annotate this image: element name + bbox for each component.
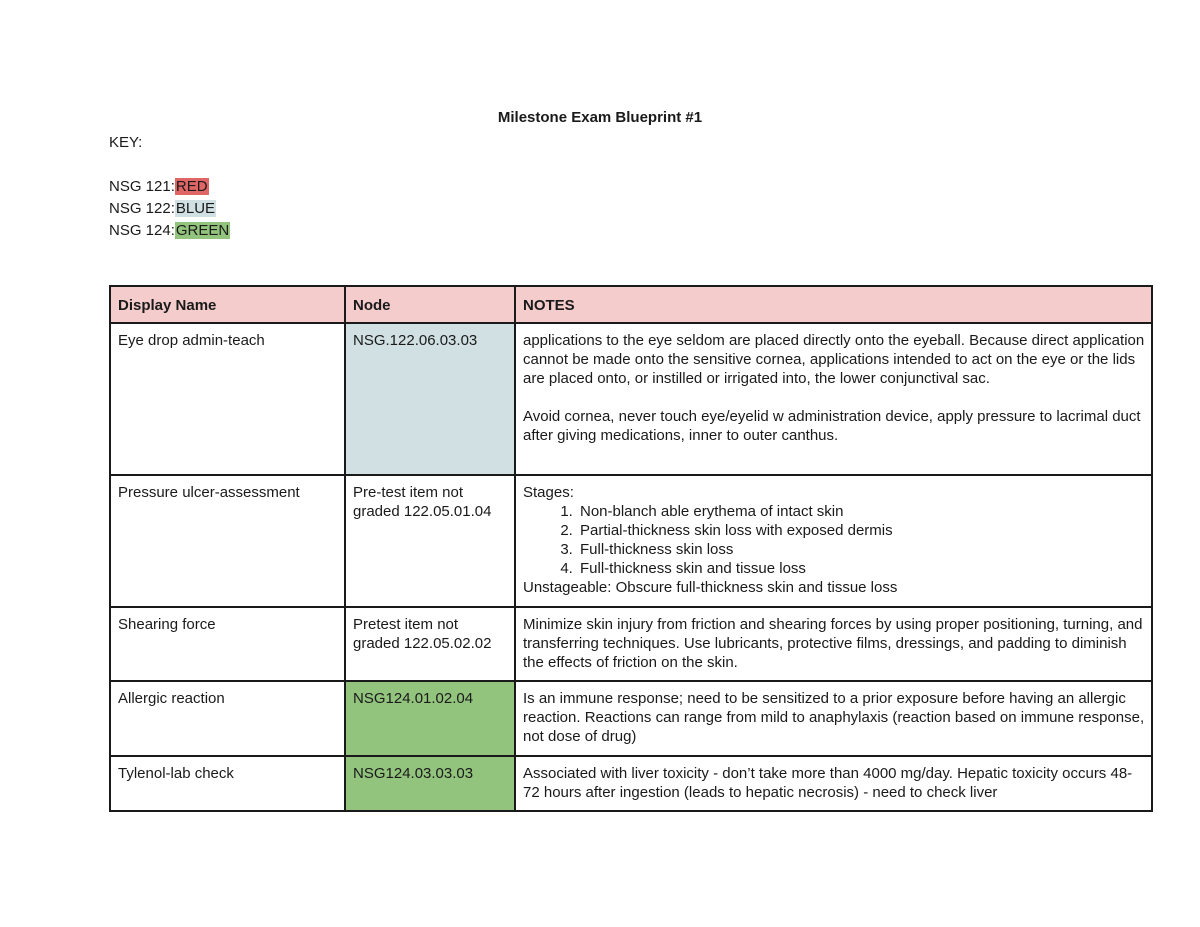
cell-node: NSG124.03.03.03 [345,756,515,811]
cell-notes [515,681,1152,756]
table-row [110,607,1152,681]
stages-list [523,502,1145,578]
notes-paragraph: Avoid cornea, never touch eye/eyelid w administration device, apply pressure to lacrimal duct after giving medications, inner to outer canthus. [523,408,1141,444]
key-entry-nsg-124 [109,220,230,242]
key-course: NSG 122: [109,200,175,217]
cell-notes [515,323,1152,475]
cell-node: Pre-test item not graded 122.05.01.04 [345,475,515,607]
cell-notes [515,475,1152,607]
cell-display-name: Shearing force [110,607,345,681]
list-item: 3. Full-thickness skin loss [577,540,1145,559]
color-key [109,132,230,242]
key-label: KEY: [109,134,143,151]
notes-intro: Stages: [523,484,574,501]
list-item: 4. Full-thickness skin and tissue loss [577,559,1145,578]
key-color-blue: BLUE [175,200,216,217]
cell-display-name: Eye drop admin-teach [110,323,345,475]
header-notes: NOTES [515,286,1152,323]
notes-paragraph: Minimize skin injury from friction and shearing forces by using proper positioning, turning, and transferring techniques. Use lubricants, protective films, dressings, and padding to diminish the effects of friction on the skin. [523,616,1143,671]
header-display-name: Display Name [110,286,345,323]
key-course: NSG 121: [109,178,175,195]
key-course: NSG 124: [109,222,175,239]
cell-node: NSG.122.06.03.03 [345,323,515,475]
notes-outro: Unstageable: Obscure full-thickness skin and tissue loss [523,579,898,596]
cell-node: NSG124.01.02.04 [345,681,515,756]
notes-paragraph: Associated with liver toxicity - don’t take more than 4000 mg/day. Hepatic toxicity occurs 48-72 hours after ingestion (leads to hepatic necrosis) - need to check liver [523,765,1133,801]
table-row [110,756,1152,811]
key-entry-nsg-122 [109,198,230,220]
cell-display-name: Allergic reaction [110,681,345,756]
table-row [110,681,1152,756]
page-title: Milestone Exam Blueprint #1 [497,109,703,126]
notes-paragraph: Is an immune response; need to be sensitized to a prior exposure before having an allergic reaction. Reactions can range from mild to anaphylaxis (reaction based on immune response, not dose of drug) [523,690,1145,745]
table-row [110,323,1152,475]
key-color-red: RED [175,178,208,195]
notes-paragraph: applications to the eye seldom are placed directly onto the eyeball. Because direct application cannot be made onto the sensitive cornea, applications intended to act on the eye or the lids are placed onto, or instilled or irrigated into, the lower conjunctival sac. [523,332,1145,387]
key-spacer [109,154,230,176]
cell-notes [515,607,1152,681]
cell-notes [515,756,1152,811]
key-color-green: GREEN [175,222,230,239]
key-entry-nsg-121 [109,176,230,198]
list-item: 1. Non-blanch able erythema of intact skin [577,502,1145,521]
table-header-row [110,286,1152,323]
cell-node: Pretest item not graded 122.05.02.02 [345,607,515,681]
cell-display-name: Tylenol-lab check [110,756,345,811]
cell-display-name: Pressure ulcer-assessment [110,475,345,607]
header-node: Node [345,286,515,323]
blueprint-table [109,285,1153,812]
list-item: 2. Partial-thickness skin loss with exposed dermis [577,521,1145,540]
table-row [110,475,1152,607]
